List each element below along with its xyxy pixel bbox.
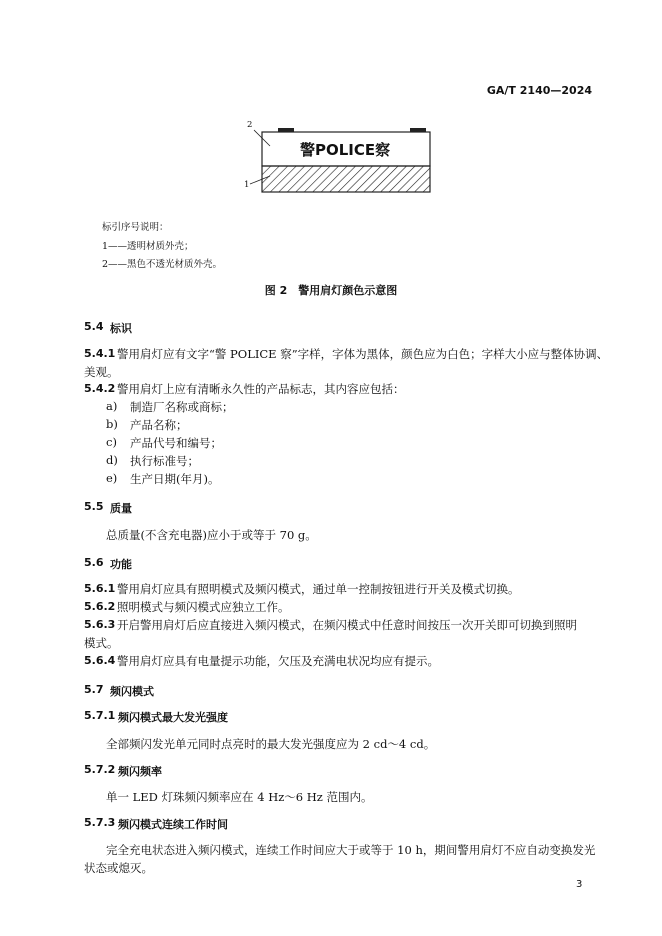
- clause-number: 5.4.2: [84, 382, 116, 395]
- clause-number: 5.7.2: [84, 763, 116, 776]
- section-title: 功能: [110, 558, 132, 571]
- list-item: 执行标准号；: [130, 454, 199, 468]
- list-item-mark: e): [106, 471, 118, 485]
- list-item: 产品代号和编号；: [130, 436, 222, 450]
- clause-text: 警用肩灯应具有照明模式及频闪模式，通过单一控制按钮进行开关及模式切换。: [117, 582, 520, 596]
- clause-text: 照明模式与频闪模式应独立工作。: [117, 600, 290, 614]
- clause-title: 频闪模式连续工作时间: [118, 818, 228, 831]
- clause-text: 警用肩灯应具有电量提示功能，欠压及充满电状况均应有提示。: [117, 654, 439, 668]
- transparent-housing-hatch: [262, 166, 430, 192]
- section-title: 频闪模式: [110, 685, 154, 698]
- clause-text: 单一 LED 灯珠频闪频率应在 4 Hz～6 Hz 范围内。: [106, 790, 373, 804]
- section-title: 质量: [110, 502, 132, 515]
- clause-text: 警用肩灯应有文字“警 POLICE 察”字样，字体为黑体，颜色应为白色；字样大小应与整体协调、: [117, 347, 609, 361]
- clause-number: 5.6.2: [84, 600, 116, 613]
- list-item-mark: a): [106, 399, 118, 413]
- police-logo-text: 警POLICE察: [300, 141, 391, 159]
- section-title: 标识: [110, 322, 132, 335]
- clause-text: 完全充电状态进入频闪模式，连续工作时间应大于或等于 10 h，期间警用肩灯不应自动变换发光: [106, 843, 596, 857]
- shoulder-light-figure: [238, 122, 438, 202]
- clause-text: 警用肩灯上应有清晰永久性的产品标志，其内容应包括：: [117, 382, 405, 396]
- legend-item-1: 1——透明材质外壳；: [102, 241, 194, 252]
- clause-text: 开启警用肩灯后应直接进入频闪模式，在频闪模式中任意时间按压一次开关即可切换到照明: [117, 618, 577, 632]
- clause-text-continued: 模式。: [84, 636, 119, 650]
- clause-text: 全部频闪发光单元同时点亮时的最大发光强度应为 2 cd～4 cd。: [106, 737, 436, 751]
- clause-text-continued: 状态或熄灭。: [84, 861, 153, 875]
- clause-number: 5.4.1: [84, 347, 116, 360]
- clause-number: 5.6.3: [84, 618, 116, 631]
- figure-caption: 图 2 警用肩灯颜色示意图: [264, 284, 398, 297]
- section-number: 5.4: [84, 320, 104, 333]
- list-item-mark: b): [106, 417, 118, 431]
- clause-number: 5.6.4: [84, 654, 116, 667]
- list-item: 制造厂名称或商标；: [130, 400, 234, 414]
- figure-label-1: 1: [244, 180, 250, 190]
- section-number: 5.5: [84, 500, 104, 513]
- figure-label-2: 2: [247, 120, 253, 130]
- clause-title: 频闪频率: [118, 765, 162, 778]
- section-number: 5.7: [84, 683, 104, 696]
- section-text: 总质量(不含充电器)应小于或等于 70 g。: [106, 528, 317, 542]
- list-item-mark: c): [106, 435, 117, 449]
- clause-number: 5.7.3: [84, 816, 116, 829]
- list-item: 生产日期(年月)。: [130, 472, 220, 486]
- clause-title: 频闪模式最大发光强度: [118, 711, 228, 724]
- list-item-mark: d): [106, 453, 118, 467]
- page-number: 3: [576, 879, 583, 890]
- legend-item-2: 2——黑色不透光材质外壳。: [102, 259, 223, 270]
- list-item: 产品名称；: [130, 418, 188, 432]
- housing-tab-left: [278, 128, 294, 132]
- section-number: 5.6: [84, 556, 104, 569]
- clause-text-continued: 美观。: [84, 365, 119, 379]
- legend-title: 标引序号说明：: [102, 222, 169, 233]
- clause-number: 5.6.1: [84, 582, 116, 595]
- document-number: GA/T 2140—2024: [486, 84, 592, 97]
- clause-number: 5.7.1: [84, 709, 116, 722]
- housing-tab-right: [410, 128, 426, 132]
